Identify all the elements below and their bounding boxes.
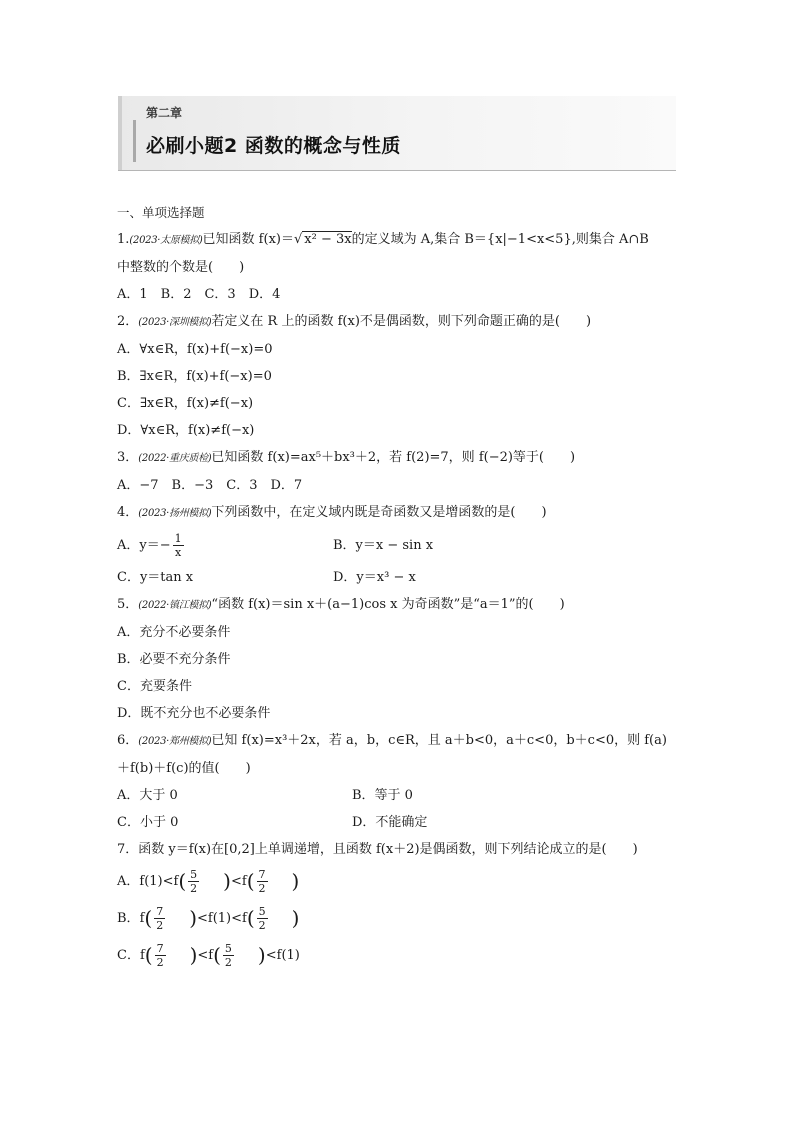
fraction-numerator: 5 xyxy=(224,942,232,955)
fraction-denominator: 2 xyxy=(258,919,266,932)
fraction-denominator: 2 xyxy=(258,882,266,895)
question-text: 已知 f(x)=x³＋2x，若 a，b，c∈R，且 a＋b<0，a＋c<0，b＋c<0，则 f(a) xyxy=(211,733,667,748)
question-text: 函数 y＝f(x)在[0,2]上单调递增，且函数 f(x＋2)是偶函数，则下列结论成立的是( ) xyxy=(138,842,638,857)
left-paren: ( xyxy=(178,869,187,893)
math-term: f xyxy=(242,911,247,926)
fraction-denominator: x xyxy=(175,546,182,559)
question-5 xyxy=(117,591,679,619)
option-d: D．不能确定 xyxy=(352,815,428,830)
option-c: C．∃x∈R，f(x)≠f(−x) xyxy=(117,396,254,411)
less-than: < xyxy=(265,948,277,963)
question-number: 1. xyxy=(117,232,130,247)
chapter-label: 第二章 xyxy=(146,106,183,120)
option-c: C．y＝tan x xyxy=(117,570,194,585)
option-c: C．小于 0 xyxy=(117,815,179,830)
sqrt-expression: x² − 3x xyxy=(304,232,352,247)
math-term: f(1) xyxy=(139,874,163,889)
question-number: 6． xyxy=(117,733,139,748)
option-c xyxy=(117,937,679,974)
math-term: f xyxy=(208,948,214,963)
question-3-options: A．−7 B．−3 C．3 D．7 xyxy=(117,478,303,493)
math-term: f xyxy=(139,948,145,963)
question-1-options: A．1 B．2 C．3 D．4 xyxy=(117,287,281,302)
question-text: 的定义域为 A,集合 B＝{x|−1<x<5},则集合 A∩B xyxy=(351,232,649,247)
fraction xyxy=(223,942,234,969)
left-paren: ( xyxy=(246,869,255,893)
less-than: < xyxy=(230,874,242,889)
fraction xyxy=(257,868,268,895)
question-number: 5． xyxy=(117,597,139,612)
option-b: B．等于 0 xyxy=(352,788,413,803)
question-text: “函数 f(x)＝sin x＋(a−1)cos x 为奇函数”是“a＝1”的( ) xyxy=(211,597,565,612)
question-6-cont: ＋f(b)＋f(c)的值( ) xyxy=(117,761,251,776)
right-paren: ) xyxy=(257,943,266,967)
option-d: D．∀x∈R，f(x)≠f(−x) xyxy=(117,423,255,438)
question-text: 已知函数 f(x)＝ xyxy=(202,232,294,247)
question-source: (2023·郑州模拟) xyxy=(138,736,212,747)
math-term: f xyxy=(139,911,145,926)
question-3 xyxy=(117,444,679,472)
question-1-cont: 中整数的个数是( ) xyxy=(117,260,245,275)
right-paren: ) xyxy=(291,906,300,930)
fraction xyxy=(154,905,165,932)
right-paren: ) xyxy=(291,869,300,893)
left-paren: ( xyxy=(144,943,153,967)
option-label: A． xyxy=(117,874,140,889)
fraction-numerator: 7 xyxy=(156,905,164,918)
fraction-denominator: 2 xyxy=(156,919,164,932)
math-term: f(1) xyxy=(207,911,232,926)
option-b: B．必要不充分条件 xyxy=(117,652,231,667)
question-1 xyxy=(117,226,679,254)
right-paren: ) xyxy=(189,943,198,967)
option-a xyxy=(117,863,679,900)
question-text: 若定义在 R 上的函数 f(x)不是偶函数，则下列命题正确的是( ) xyxy=(211,314,592,329)
question-text: 下列函数中，在定义域内既是奇函数又是增函数的是( ) xyxy=(211,505,547,520)
question-7 xyxy=(117,836,679,863)
fraction-denominator: 2 xyxy=(156,956,164,969)
question-4 xyxy=(117,499,679,527)
fraction xyxy=(188,868,199,895)
option-d: D．y＝x³ − x xyxy=(333,570,416,585)
option-b: B．∃x∈R，f(x)+f(−x)=0 xyxy=(117,369,272,384)
fraction-denominator: 2 xyxy=(190,882,198,895)
fraction-numerator: 7 xyxy=(156,942,164,955)
less-than: < xyxy=(197,911,208,926)
question-list xyxy=(117,199,679,974)
fraction-numerator: 5 xyxy=(258,905,266,918)
question-text: 已知函数 f(x)=ax⁵＋bx³＋2，若 f(2)=7，则 f(−2)等于( ) xyxy=(211,450,576,465)
question-4-options-row-1 xyxy=(117,527,679,564)
header-title-marker xyxy=(133,120,136,162)
fraction-denominator: 2 xyxy=(224,956,232,969)
question-number: 4． xyxy=(117,505,139,520)
page-title: 必刷小题2 函数的概念与性质 xyxy=(146,135,401,157)
question-source: (2023·深圳模拟) xyxy=(138,317,212,328)
fraction-numerator: 7 xyxy=(258,868,266,881)
option-a xyxy=(117,527,333,564)
question-source: (2023·太原模拟) xyxy=(129,235,203,246)
option-b: B．y＝x − sin x xyxy=(333,538,434,553)
question-source: (2023·扬州模拟) xyxy=(138,508,212,519)
question-4-options-row-2 xyxy=(117,564,679,591)
option-label: B． xyxy=(117,911,140,926)
question-number: 7． xyxy=(117,842,139,857)
option-a: A．充分不必要条件 xyxy=(117,625,231,640)
section-title: 一、单项选择题 xyxy=(117,205,205,220)
less-than: < xyxy=(197,948,209,963)
left-paren: ( xyxy=(246,906,255,930)
fraction-numerator: 1 xyxy=(174,532,182,545)
question-source: (2022·重庆质检) xyxy=(138,453,212,464)
option-a: A．大于 0 xyxy=(117,788,178,803)
question-2 xyxy=(117,308,679,336)
fraction xyxy=(155,942,166,969)
less-than: < xyxy=(162,874,174,889)
option-c: C．充要条件 xyxy=(117,679,192,694)
question-6-options-row-1 xyxy=(117,782,679,809)
fraction-numerator: 5 xyxy=(190,868,198,881)
question-6-options-row-2 xyxy=(117,809,679,836)
left-paren: ( xyxy=(144,906,153,930)
option-a: A．∀x∈R，f(x)+f(−x)=0 xyxy=(117,342,273,357)
question-source: (2022·镇江模拟) xyxy=(138,600,212,611)
question-6 xyxy=(117,727,679,755)
math-term: f(1) xyxy=(276,948,300,963)
option-label: C． xyxy=(117,948,140,963)
right-paren: ) xyxy=(189,906,197,930)
less-than: < xyxy=(231,911,243,926)
left-paren: ( xyxy=(213,943,221,967)
fraction xyxy=(173,532,184,559)
header-accent-stripe xyxy=(118,96,122,170)
question-number: 3． xyxy=(117,450,139,465)
fraction xyxy=(257,905,268,932)
option-d: D．既不充分也不必要条件 xyxy=(117,706,271,721)
math-term: f xyxy=(241,874,247,889)
right-paren: ) xyxy=(223,869,231,893)
math-term: f xyxy=(173,874,179,889)
option-a-prefix: A．y＝− xyxy=(117,538,171,553)
option-b xyxy=(117,900,679,937)
sqrt-symbol: √ xyxy=(293,232,303,247)
question-number: 2． xyxy=(117,314,139,329)
